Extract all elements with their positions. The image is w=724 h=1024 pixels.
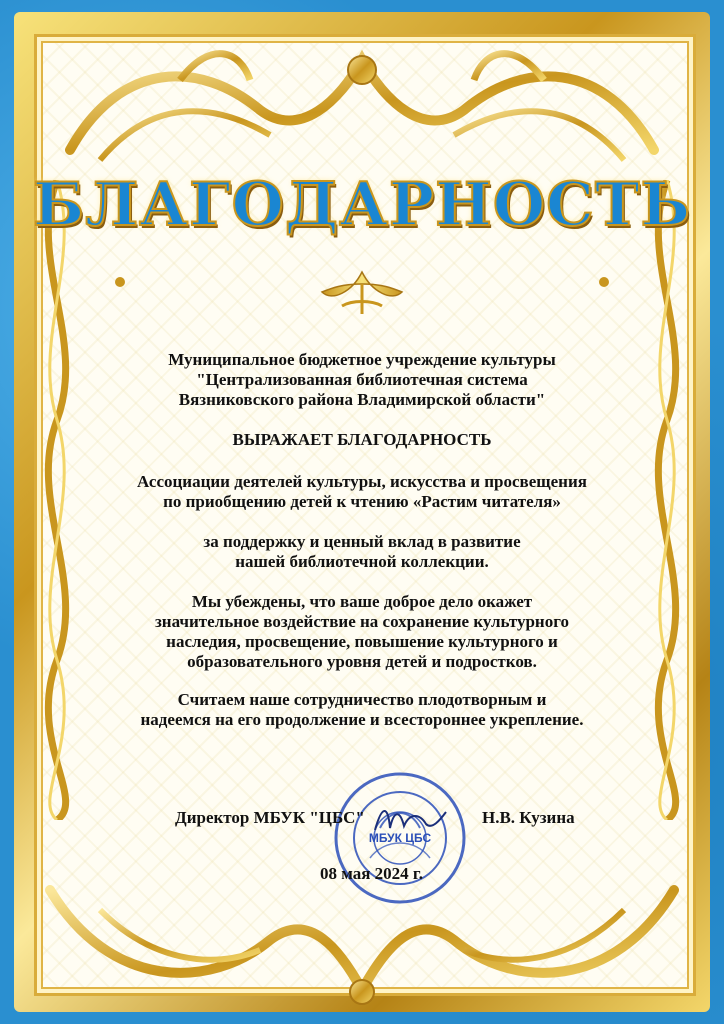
document-date: 08 мая 2024 г. [320, 864, 423, 883]
closing-line: Считаем наше сотрудничество плодотворным и [177, 690, 547, 709]
reason-line: нашей библиотечной коллекции. [235, 552, 489, 571]
title-divider-ornament-icon [110, 262, 614, 322]
belief-line: Мы убеждены, что ваше доброе дело окажет [191, 592, 533, 611]
reason-line: за поддержку и ценный вклад в развитие [203, 532, 521, 551]
right-side-ornament-icon [632, 180, 702, 820]
belief-line: наследия, просвещение, повышение культурного и [166, 632, 558, 651]
org-line: "Централизованная библиотечная система [196, 370, 528, 389]
stamp-center-text: МБУК ЦБС [368, 831, 432, 845]
belief-paragraph [110, 592, 614, 672]
org-line: Вязниковского района Владимирской области" [178, 390, 546, 409]
organization-name [110, 350, 614, 410]
left-side-ornament-icon [22, 180, 92, 820]
signatory-name: Н.В. Кузина [482, 808, 575, 827]
expresses-gratitude-heading: ВЫРАЖАЕТ БЛАГОДАРНОСТЬ [232, 430, 492, 449]
recipient-line: Ассоциации деятелей культуры, искусства и просвещения [137, 472, 587, 491]
handwritten-signature-icon [370, 800, 450, 840]
belief-line: значительное воздействие на сохранение культурного [154, 612, 570, 631]
recipient-line: по приобщению детей к чтению «Растим читателя» [163, 492, 561, 511]
org-line: Муниципальное бюджетное учреждение культуры [168, 350, 556, 369]
top-scroll-ornament-icon [60, 40, 664, 170]
reason-text [110, 532, 614, 572]
certificate-title: БЛАГОДАРНОСТЬ [32, 170, 692, 240]
closing-paragraph [110, 690, 614, 730]
belief-line: образовательного уровня детей и подростков. [187, 652, 537, 671]
recipient-name [110, 472, 614, 512]
closing-line: надеемся на его продолжение и всестороннее укрепление. [140, 710, 584, 729]
signatory-position: Директор МБУК "ЦБС" [175, 808, 365, 827]
